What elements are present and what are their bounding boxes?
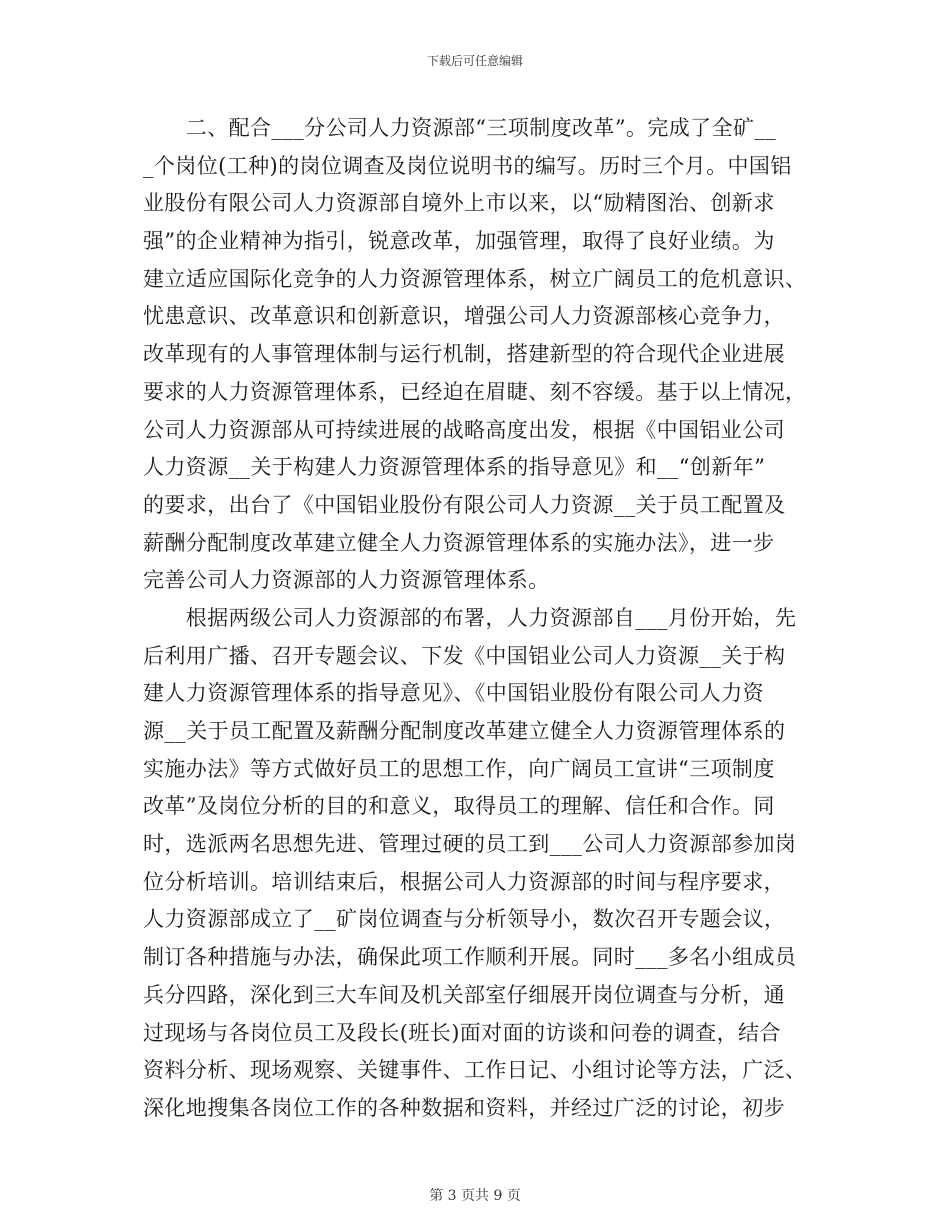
text-line: 兵分四路，深化到三大车间及机关部室仔细展开岗位调查与分析，通	[143, 982, 785, 1007]
text-line: 源__关于员工配置及薪酬分配制度改革建立健全人力资源管理体系的	[143, 719, 786, 743]
text-line: 后利用广播、召开专题会议、下发《中国铝业公司人力资源__关于构	[143, 643, 786, 668]
text-line: 实施办法》等方式做好员工的思想工作，向广阔员工宣讲“三项制度	[143, 756, 775, 781]
text-line: 改革现有的人事管理体制与运行机制，搭建新型的符合现代企业进展	[143, 342, 785, 367]
text-line: 业股份有限公司人力资源部自境外上市以来，以“励精图治、创新求	[143, 191, 775, 216]
text-line: 改革”及岗位分析的目的和意义，取得员工的理解、信任和合作。同	[143, 794, 775, 819]
text-line: 薪酬分配制度改革建立健全人力资源管理体系的实施办法》，进一步	[143, 530, 775, 555]
text-line: 忧患意识、改革意识和创新意识，增强公司人力资源部核心竞争力，	[143, 304, 785, 329]
text-line: 建立适应国际化竞争的人力资源管理体系，树立广阔员工的危机意识、	[143, 266, 807, 291]
page-number: 第 3 页共 9 页	[429, 1188, 521, 1204]
text-line: 时，选派两名思想先进、管理过硬的员工到___公司人力资源部参加岗	[143, 832, 797, 857]
text-line: 制订各种措施与办法，确保此项工作顺利开展。同时___多名小组成员	[143, 945, 797, 970]
text-line: 根据两级公司人力资源部的布署，人力资源部自___月份开始，先	[143, 605, 797, 630]
text-line: 二、配合___分公司人力资源部“三项制度改革”。完成了全矿__	[143, 116, 777, 140]
page-header: 下载后可任意编辑	[426, 54, 523, 68]
text-line: 人力资源__关于构建人力资源管理体系的指导意见》和__“创新年”	[143, 455, 766, 480]
text-line: 公司人力资源部从可持续进展的战略高度出发，根据《中国铝业公司	[143, 417, 785, 442]
text-line: 要求的人力资源管理体系，已经迫在眉睫、刻不容缓。基于以上情况，	[143, 379, 807, 404]
text-line: 过现场与各岗位员工及段长(班长)面对面的访谈和问卷的调查，结合	[143, 1020, 781, 1045]
text-line: 深化地搜集各岗位工作的各种数据和资料，并经过广泛的讨论，初步	[143, 1095, 785, 1120]
text-line: 建人力资源管理体系的指导意见》、《中国铝业股份有限公司人力资	[143, 681, 764, 706]
text-line: 的要求，出台了《中国铝业股份有限公司人力资源__关于员工配置及	[143, 492, 786, 517]
text-line: _个岗位(工种)的岗位调查及岗位说明书的编写。历时三个月。中国铝	[143, 153, 792, 178]
document-body	[143, 110, 807, 1128]
text-line: 资料分析、现场观察、关键事件、工作日记、小组讨论等方法，广泛、	[143, 1058, 807, 1083]
text-line: 位分析培训。培训结束后，根据公司人力资源部的时间与程序要求，	[143, 869, 785, 894]
text-line: 完善公司人力资源部的人力资源管理体系。	[143, 568, 550, 593]
text-line: 强”的企业精神为指引，锐意改革，加强管理，取得了良好业绩。为	[143, 229, 775, 254]
text-line: 人力资源部成立了__矿岗位调查与分析领导小，数次召开专题会议，	[143, 907, 786, 932]
